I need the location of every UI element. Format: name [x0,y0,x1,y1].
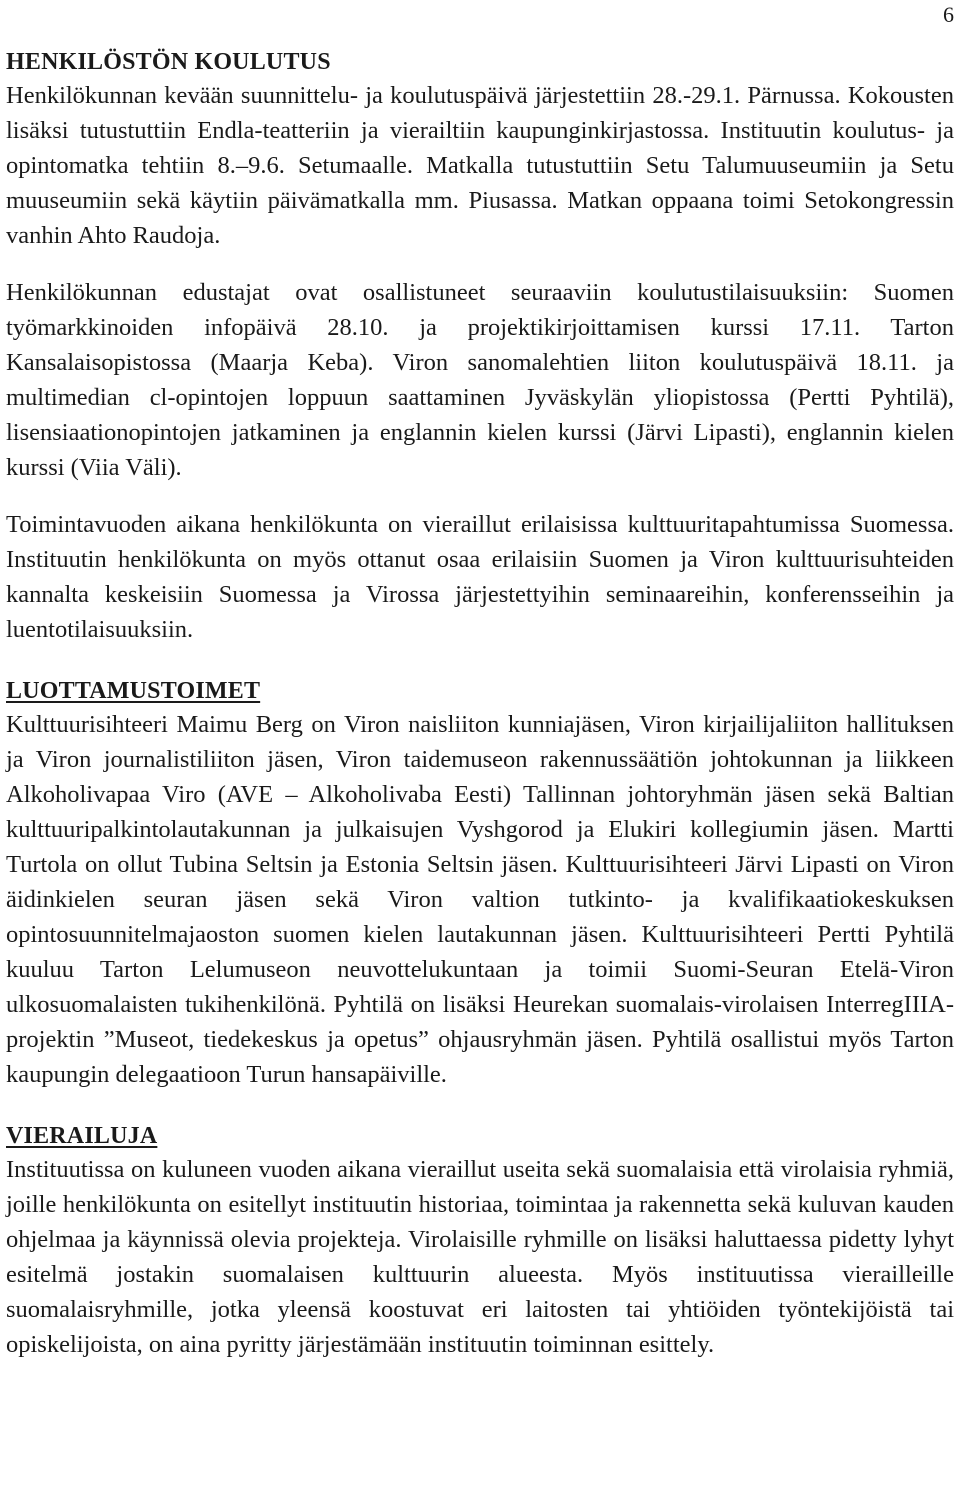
section-vierailuja [6,1120,954,1362]
section-henkiloston-koulutus [6,46,954,647]
section-heading: LUOTTAMUSTOIMET [6,678,261,704]
paragraph: Kulttuurisihteeri Maimu Berg on Viron naisliiton kunniajäsen, Viron kirjailijaliiton hallituksen ja Viron journalistiliiton jäsen, Viron taidemuseon rakennussäätiön johtokunnan ja liikkeen Alkoholivapaa Viro (AVE – Alkoholivaba Eesti) Tallinnan johtoryhmän jäsen sekä Baltian kulttuuripalkintolautakunnan ja julkaisujen Vyshgorod ja Elukiri kollegiumin jäsen. Martti Turtola on ollut Tubina Seltsin ja Estonia Seltsin jäsen. Kulttuurisihteeri Järvi Lipasti on Viron äidinkielen seuran jäsen sekä Viron valtion tutkinto- ja kvalifikaatiokeskuksen opintosuunnitelmajaoston suomen kielen lautakunnan jäsen. Kulttuurisihteeri Pertti Pyhtilä kuuluu Tarton Lelumuseon neuvottelukuntaan ja toimii Suomi-Seuran Etelä-Viron ulkosuomalaisten tukihenkilönä. Pyhtilä on lisäksi Heurekan suomalais-virolaisen InterregIIIA-projektin ”Museot, tiedekeskus ja opetus” ohjausryhmän jäsen. Pyhtilä osallistui myös Tarton kaupungin delegaatioon Turun hansapäiville. [6,711,954,1088]
paragraph: Instituutissa on kuluneen vuoden aikana vieraillut useita sekä suomalaisia että virolaisia ryhmiä, joille henkilökunta on esitellyt instituutin historiaa, toimintaa ja rakennetta sekä kuluvan kauden ohjelmaa ja käynnissä olevia projekteja. Virolaisille ryhmille on lisäksi haluttaessa pidetty lyhyt esitelmä jostakin suomalaisen kulttuurin alueesta. Myös instituutissa vierailleille suomalaisryhmille, jotka yleensä koostuvat eri laitosten tai yhtiöiden työntekijöistä tai opiskelijoista, on aina pyritty järjestämään instituutin toiminnan esittely. [6,1156,954,1358]
paragraph: Henkilökunnan kevään suunnittelu- ja koulutuspäivä järjestettiin 28.-29.1. Pärnussa. Kokousten lisäksi tutustuttiin Endla-teatteriin ja vierailtiin kaupunginkirjastossa. Instituutin koulutus- ja opintomatka tehtiin 8.–9.6. Setumaalle. Matkalla tutustuttiin Setu Talumuuseumiin ja Setu muuseumiin sekä käytiin päivämatkalla mm. Piusassa. Matkan oppaana toimi Setokongressin vanhin Ahto Raudoja. [6,82,954,249]
paragraph: Henkilökunnan edustajat ovat osallistuneet seuraaviin koulutustilaisuuksiin: Suomen työmarkkinoiden infopäivä 28.10. ja projektikirjoittamisen kurssi 17.11. Tarton Kansalaisopistossa (Maarja Keba). Viron sanomalehtien liiton koulutuspäivä 18.11. ja multimedian cl-opintojen loppuun saattaminen Jyväskylän yliopistossa (Pertti Pyhtilä), lisensiaationopintojen jatkaminen ja englannin kielen kurssi (Järvi Lipasti), englannin kielen kurssi (Viia Väli). [6,279,954,481]
section-luottamustoimet [6,675,954,1092]
paragraph: Toimintavuoden aikana henkilökunta on vieraillut erilaisissa kulttuuritapahtumissa Suomessa. Instituutin henkilökunta on myös ottanut osaa erilaisiin Suomen ja Viron kulttuurisuhteiden kannalta keskeisiin Suomessa ja Virossa järjestettyihin seminaareihin, konferensseihin ja luentotilaisuuksiin. [6,511,954,643]
section-heading: HENKILÖSTÖN KOULUTUS [6,49,331,75]
page-number: 6 [943,2,954,27]
document-body [6,46,954,1362]
section-heading: VIERAILUJA [6,1123,158,1149]
